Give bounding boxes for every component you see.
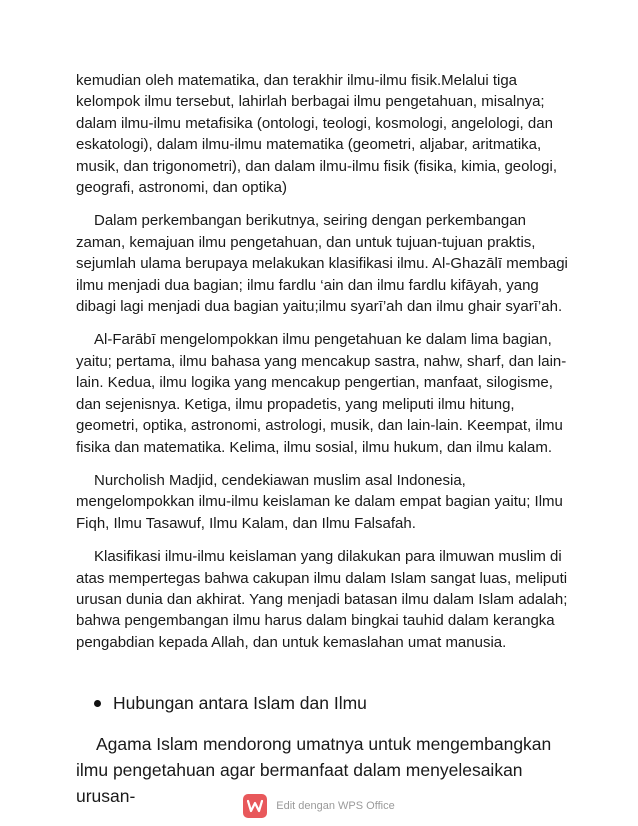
wps-logo-icon[interactable] [243, 794, 267, 818]
wps-footer[interactable] [0, 794, 638, 818]
document-page [76, 70, 576, 809]
wps-w-glyph-icon [247, 799, 263, 813]
section-heading-text: Hubungan antara Islam dan Ilmu [113, 693, 367, 714]
paragraph-4: Nurcholish Madjid, cendekiawan muslim asal Indonesia, mengelompokkan ilmu-ilmu keislaman ke dalam empat bagian yaitu; Ilmu Fiqh, Ilmu Tasawuf, Ilmu Kalam, dan Ilmu Falsafah. [76, 471, 563, 532]
paragraph-2: Dalam perkembangan berikutnya, seiring dengan perkembangan zaman, kemajuan ilmu pengetahuan, dan untuk tujuan-tujuan praktis, sejumlah ulama berupaya melakukan klasifikasi ilmu. Al-Ghazālī membagi ilmu menjadi dua bagian; ilmu fardlu ‘ain dan ilmu fardlu kifāyah, yang dibagi lagi menjadi dua bagian yaitu;ilmu syarī’ah dan ilmu ghair syarī’ah. [76, 212, 568, 316]
wps-footer-text[interactable]: Edit dengan WPS Office [276, 800, 395, 812]
bullet-icon [94, 700, 101, 707]
section-heading [76, 691, 576, 715]
paragraph-1: kemudian oleh matematika, dan terakhir ilmu-ilmu fisik.Melalui tiga kelompok ilmu tersebut, lahirlah berbagai ilmu pengetahuan, misalnya; dalam ilmu-ilmu metafisika (ontologi, teologi, kosmologi, angelologi, dan eskatologi), dalam ilmu-ilmu matematika (geometri, aljabar, aritmatika, musik, dan trigonometri), dan dalam ilmu-ilmu fisik (fisika, kimia, geologi, geografi, astronomi, dan optika) [76, 72, 557, 197]
closing-line-2: ilmu pengetahuan agar bermanfaat dalam menyelesaikan urusan- [76, 760, 523, 807]
paragraph-3: Al-Farābī mengelompokkan ilmu pengetahuan ke dalam lima bagian, yaitu; pertama, ilmu bahasa yang mencakup sastra, nahw, sharf, dan lain-lain. Kedua, ilmu logika yang mencakup pengertian, manfaat, silogisme, dan sejenisnya. Ketiga, ilmu propadetis, yang meliputi ilmu hitung, geometri, optika, astronomi, astrologi, musik, dan lain-lain. Keempat, ilmu fisika dan matematika. Kelima, ilmu sosial, ilmu hukum, dan ilmu kalam. [76, 331, 567, 456]
paragraph-5: Klasifikasi ilmu-ilmu keislaman yang dilakukan para ilmuwan muslim di atas mempertegas bahwa cakupan ilmu dalam Islam sangat luas, meliputi urusan dunia dan akhirat. Yang menjadi batasan ilmu dalam Islam adalah; bahwa pengembangan ilmu harus dalam bingkai tauhid dalam kerangka pengabdian kepada Allah, dan untuk kemaslahan umat manusia. [76, 548, 568, 651]
closing-line-1: Agama Islam mendorong umatnya untuk mengembangkan [96, 734, 552, 755]
